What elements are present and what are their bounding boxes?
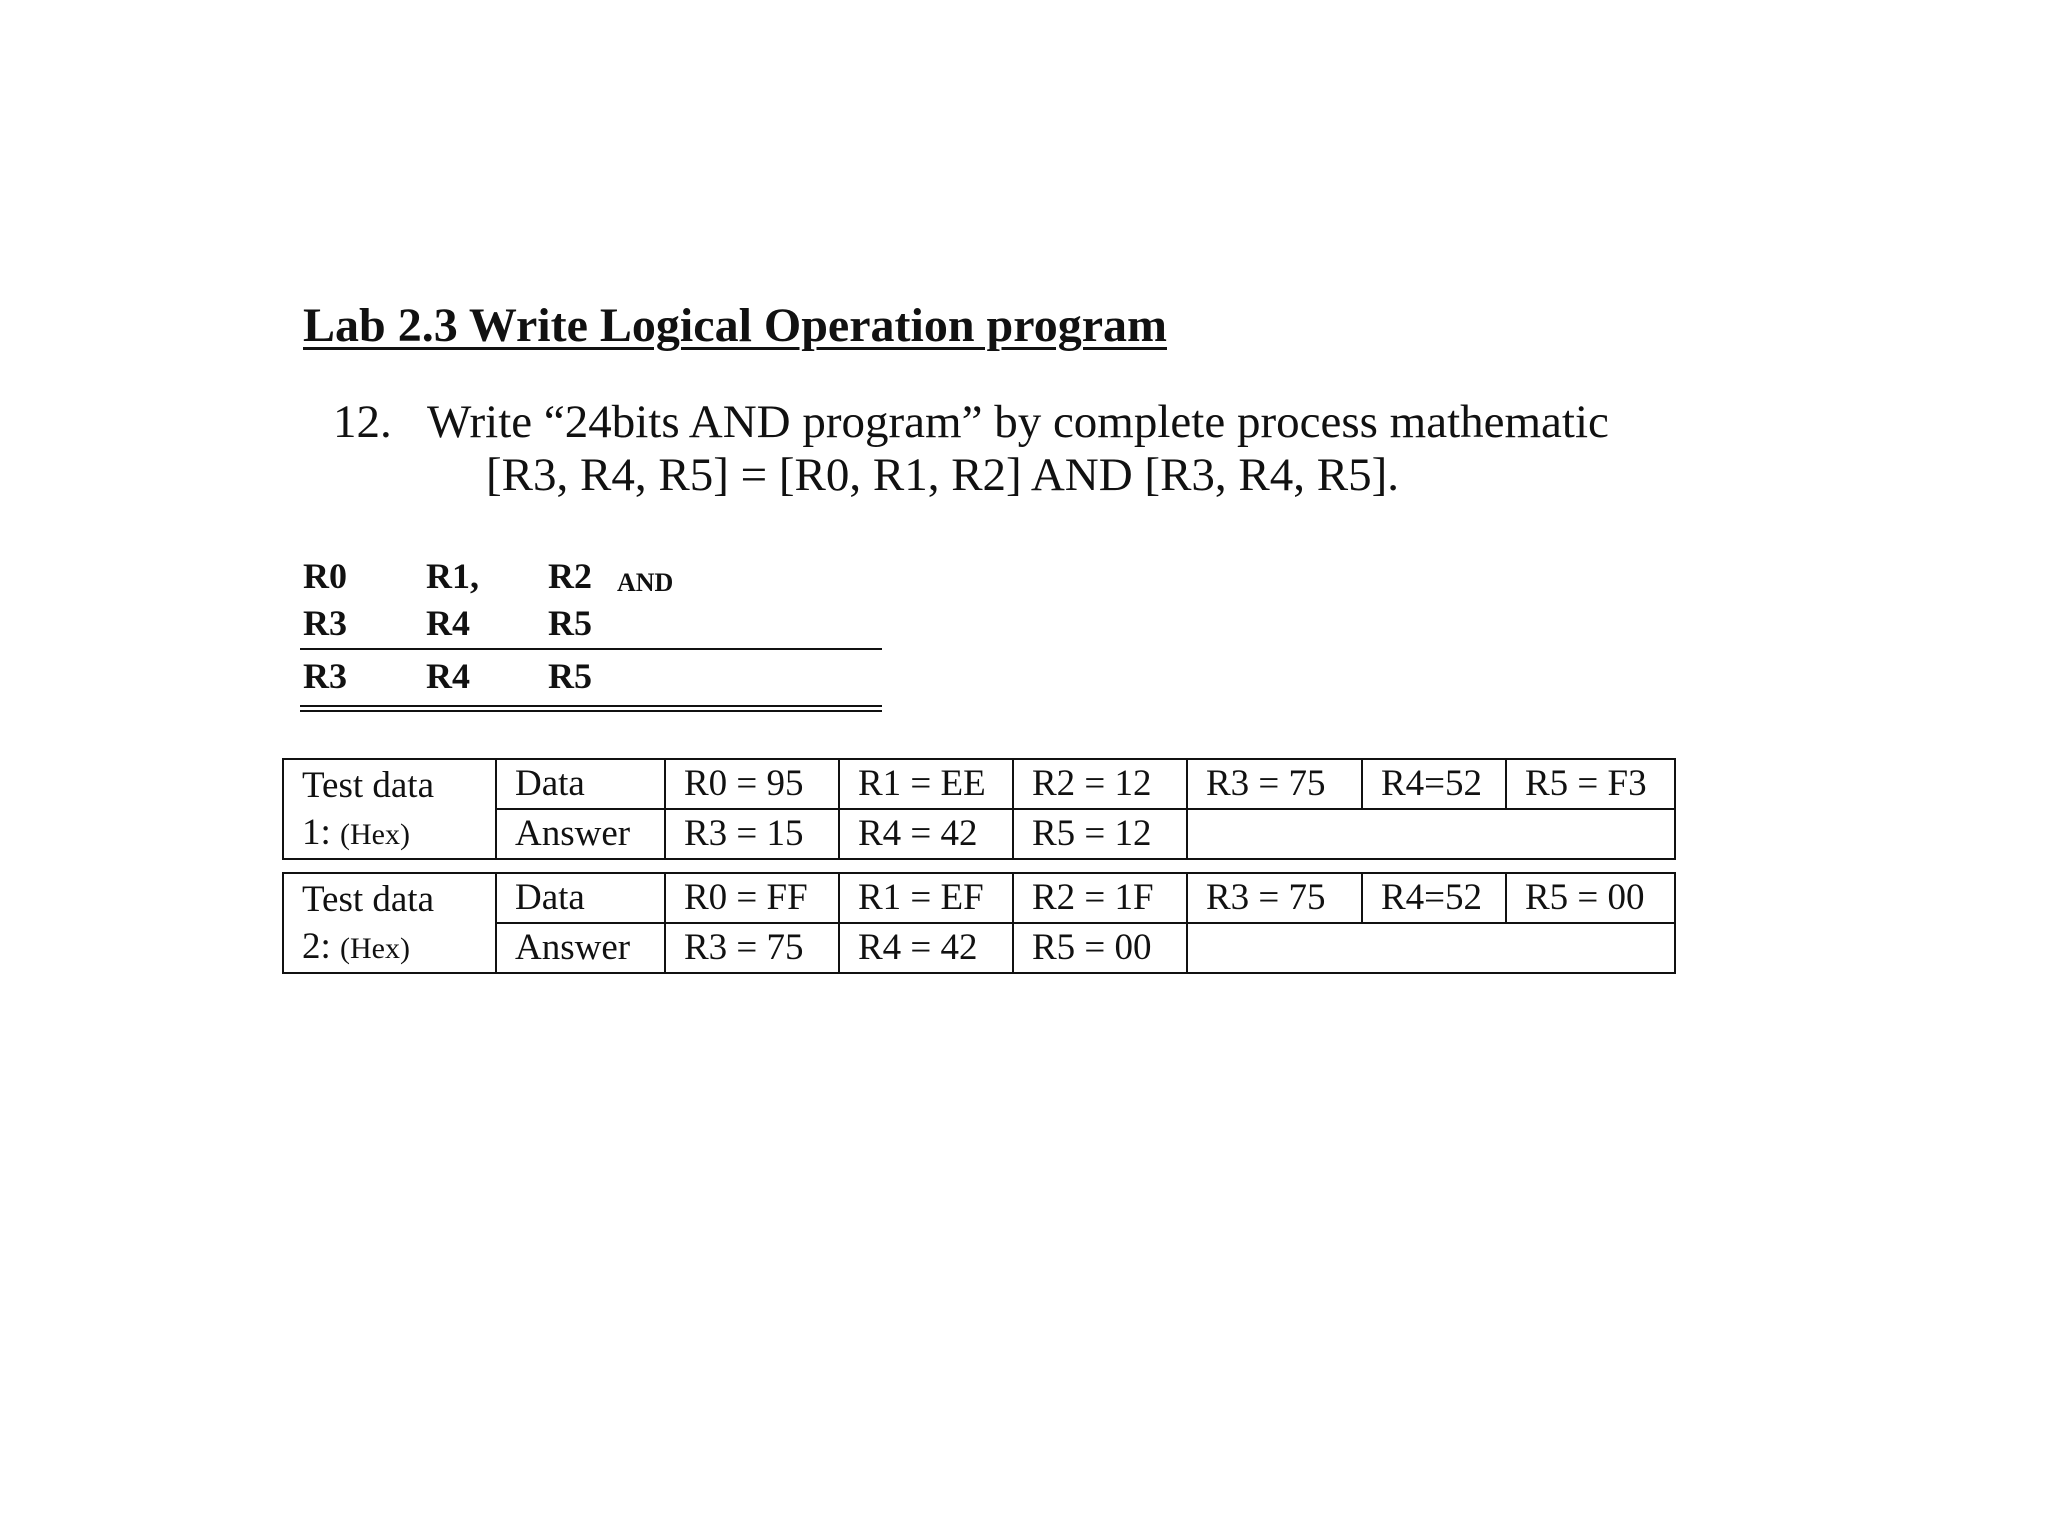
diagram-and-operator: AND bbox=[617, 568, 674, 597]
data-cell: R4=52 bbox=[1362, 873, 1506, 923]
diagram-result-line-top bbox=[300, 705, 882, 707]
data-cell: R5 = 00 bbox=[1506, 873, 1675, 923]
empty-cell bbox=[1187, 809, 1675, 859]
test-data-table-1 bbox=[282, 758, 1676, 860]
test-unit: (Hex) bbox=[340, 818, 410, 851]
row-label-data: Data bbox=[496, 873, 665, 923]
row-label-answer: Answer bbox=[496, 809, 665, 859]
test-label: Test data bbox=[302, 765, 434, 806]
diagram-result-r4: R4 bbox=[426, 656, 470, 696]
test-number: 1: bbox=[302, 812, 331, 853]
data-cell: R4=52 bbox=[1362, 759, 1506, 809]
data-cell: R2 = 12 bbox=[1013, 759, 1187, 809]
lab-title: Lab 2.3 Write Logical Operation program bbox=[303, 299, 1167, 352]
data-cell: R5 = F3 bbox=[1506, 759, 1675, 809]
test-label-cell bbox=[283, 873, 496, 973]
diagram-operand1-r2: R2 bbox=[548, 556, 592, 596]
answer-cell: R5 = 12 bbox=[1013, 809, 1187, 859]
test-label: Test data bbox=[302, 879, 434, 920]
question-text: Write “24bits AND program” by complete process mathematic bbox=[427, 396, 1609, 448]
test-unit: (Hex) bbox=[340, 932, 410, 965]
data-cell: R3 = 75 bbox=[1187, 873, 1362, 923]
row-label-data: Data bbox=[496, 759, 665, 809]
empty-cell bbox=[1187, 923, 1675, 973]
and-operation-diagram bbox=[300, 555, 882, 715]
diagram-operand2-r4: R4 bbox=[426, 603, 470, 643]
diagram-result-line-bottom bbox=[300, 710, 882, 712]
test-label-cell bbox=[283, 759, 496, 859]
diagram-result-r3: R3 bbox=[303, 656, 347, 696]
table-row bbox=[283, 873, 1675, 923]
data-cell: R2 = 1F bbox=[1013, 873, 1187, 923]
test-number: 2: bbox=[302, 926, 331, 967]
data-cell: R0 = 95 bbox=[665, 759, 839, 809]
data-cell: R0 = FF bbox=[665, 873, 839, 923]
diagram-sum-line bbox=[300, 648, 882, 650]
table-row bbox=[283, 759, 1675, 809]
data-cell: R3 = 75 bbox=[1187, 759, 1362, 809]
diagram-operand1-r1: R1, bbox=[426, 556, 479, 596]
data-cell: R1 = EF bbox=[839, 873, 1013, 923]
data-cell: R1 = EE bbox=[839, 759, 1013, 809]
answer-cell: R3 = 75 bbox=[665, 923, 839, 973]
diagram-operand2-r3: R3 bbox=[303, 603, 347, 643]
answer-cell: R5 = 00 bbox=[1013, 923, 1187, 973]
diagram-operand2-r5: R5 bbox=[548, 603, 592, 643]
diagram-result-r5: R5 bbox=[548, 656, 592, 696]
row-label-answer: Answer bbox=[496, 923, 665, 973]
answer-cell: R4 = 42 bbox=[839, 923, 1013, 973]
question-formula: [R3, R4, R5] = [R0, R1, R2] AND [R3, R4, R5]. bbox=[486, 449, 1400, 501]
diagram-operand1-r0: R0 bbox=[303, 556, 347, 596]
answer-cell: R3 = 15 bbox=[665, 809, 839, 859]
answer-cell: R4 = 42 bbox=[839, 809, 1013, 859]
test-data-table-2 bbox=[282, 872, 1676, 974]
question-number: 12. bbox=[333, 396, 392, 448]
